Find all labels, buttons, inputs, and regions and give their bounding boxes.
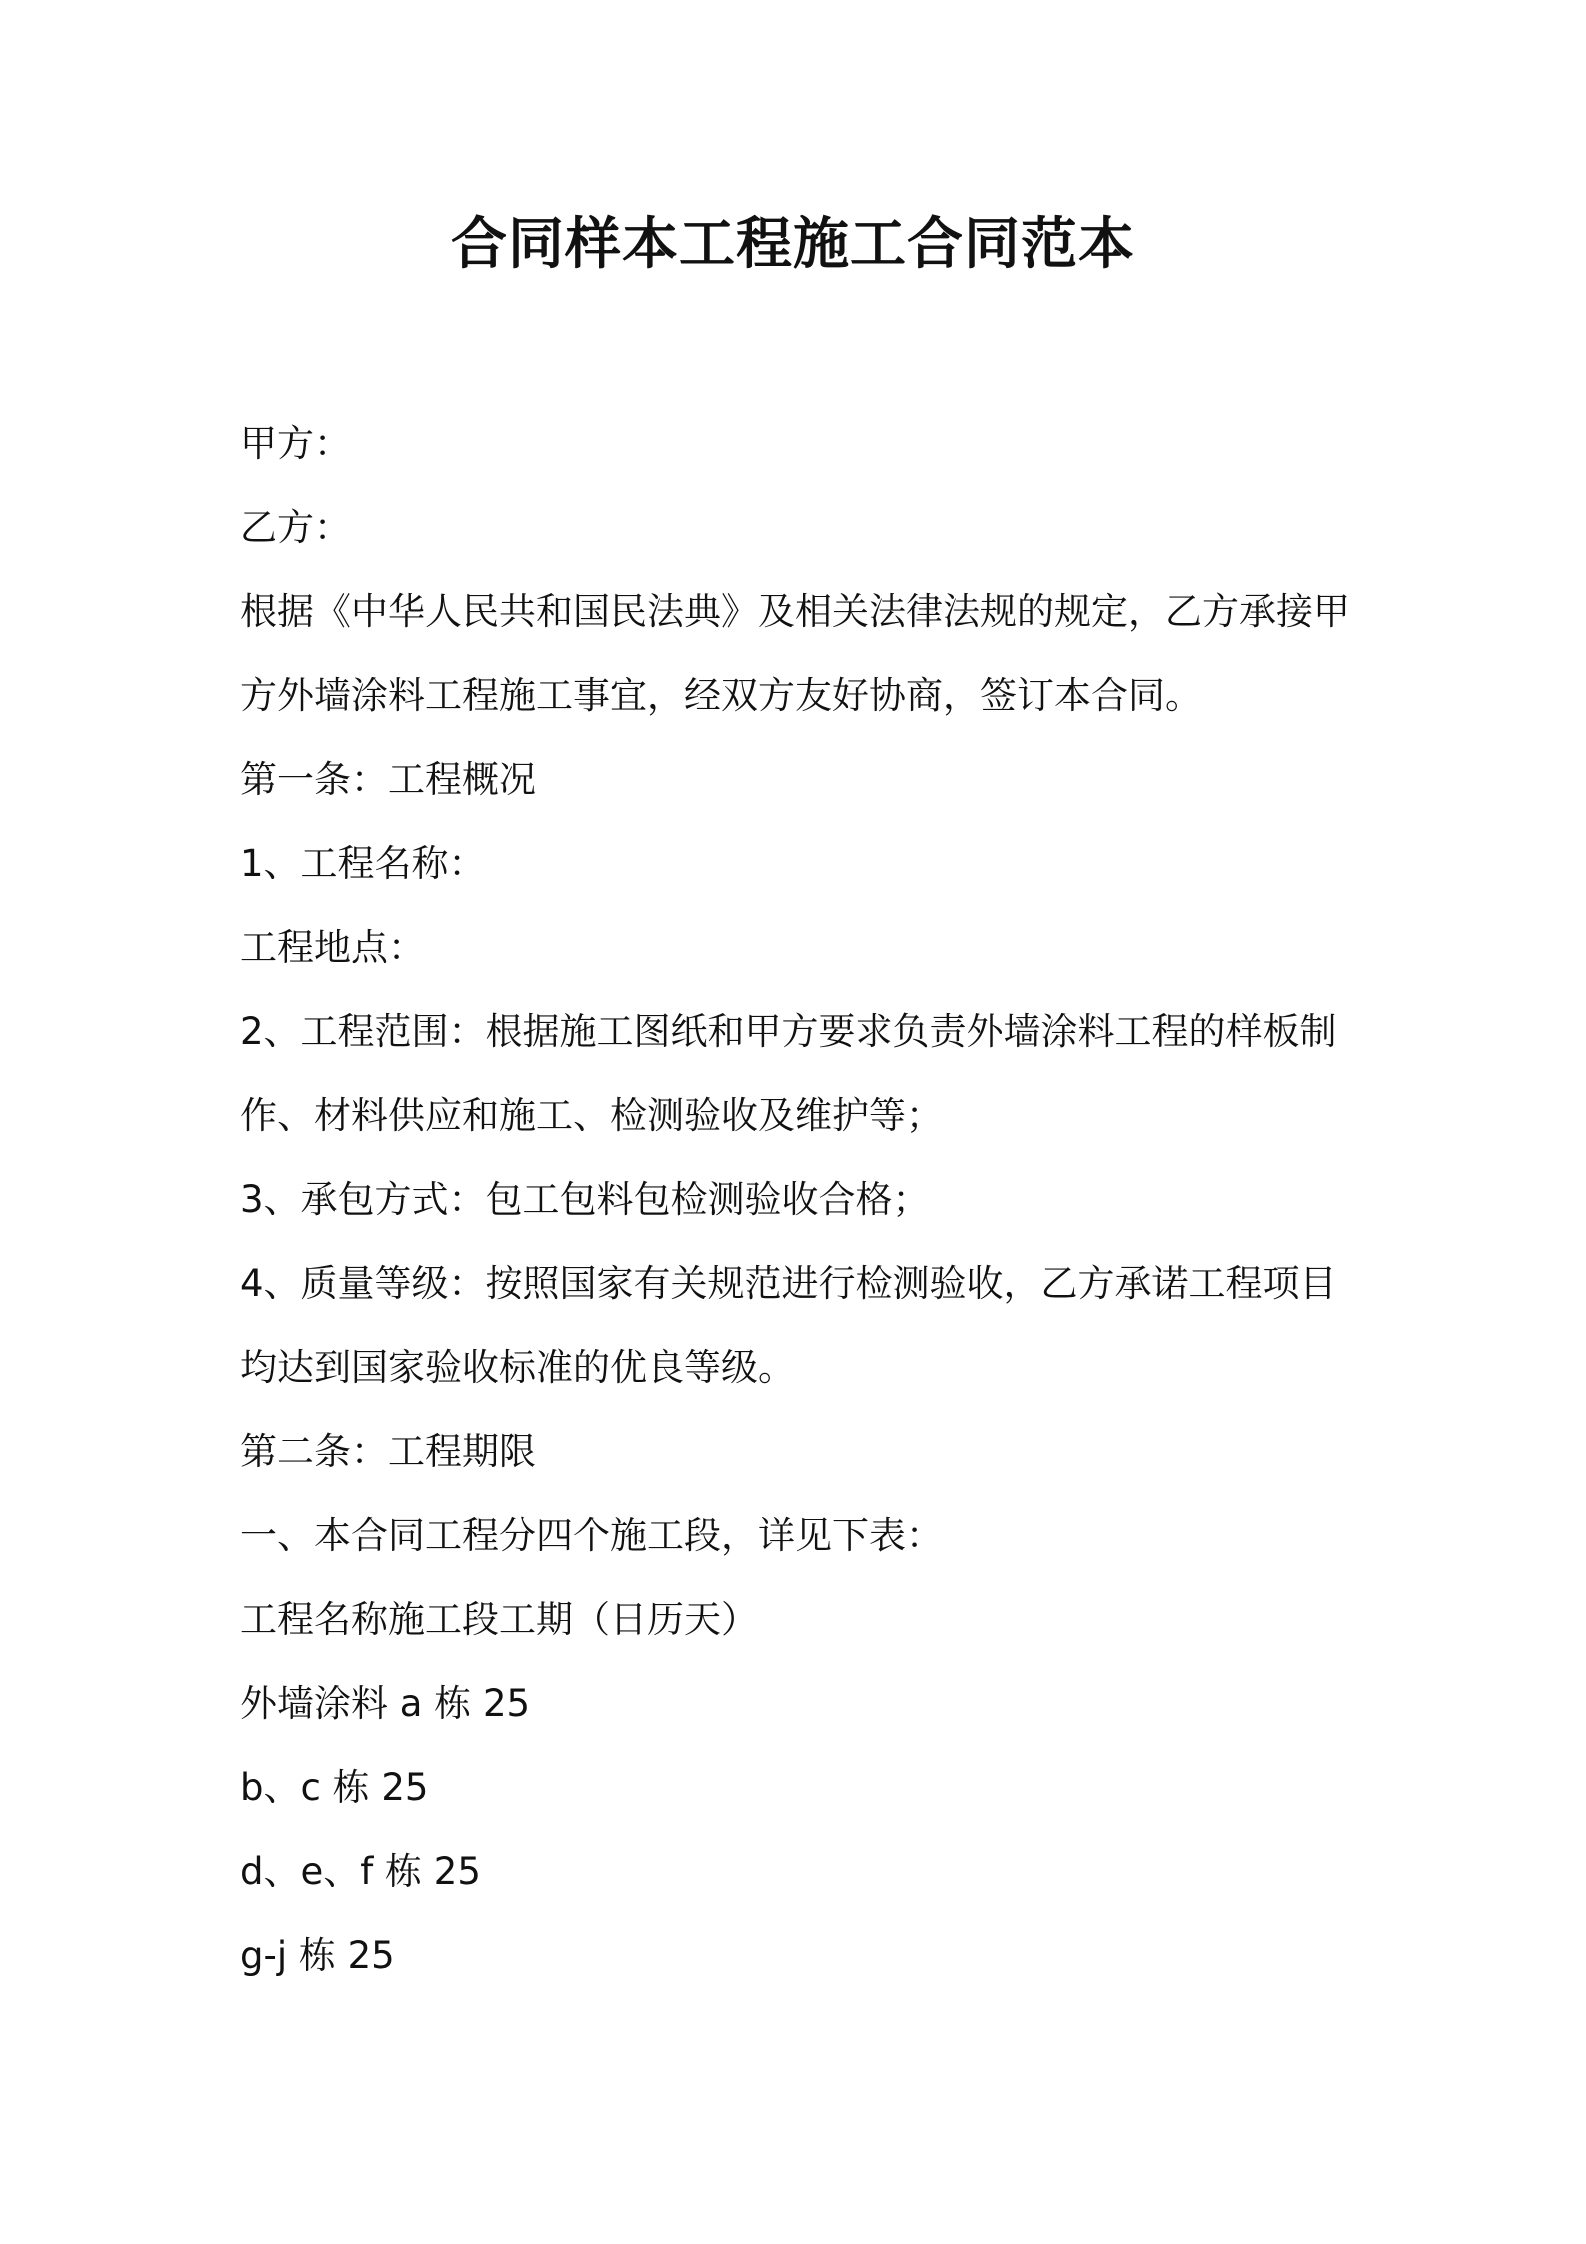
article-2-heading: 第二条：工程期限 [240, 1430, 536, 1473]
preamble-line-1: 根据《中华人民共和国民法典》及相关法律法规的规定，乙方承接甲 [240, 590, 1350, 633]
schedule-row: g-j 栋 25 [240, 1934, 395, 1977]
project-location-line: 工程地点： [240, 926, 425, 969]
project-scope-line-1: 2、工程范围：根据施工图纸和甲方要求负责外墙涂料工程的样板制 [240, 1010, 1337, 1053]
schedule-row: d、e、f 栋 25 [240, 1850, 481, 1893]
party-b-line: 乙方： [240, 506, 351, 549]
party-a-line: 甲方： [240, 422, 351, 465]
project-scope-line-2: 作、材料供应和施工、检测验收及维护等； [240, 1094, 943, 1137]
phases-intro-line: 一、本合同工程分四个施工段，详见下表： [240, 1514, 943, 1557]
schedule-row: b、c 栋 25 [240, 1766, 429, 1809]
document-title: 合同样本工程施工合同范本 [451, 212, 1135, 277]
article-1-heading: 第一条：工程概况 [240, 758, 536, 801]
contract-method-line: 3、承包方式：包工包料包检测验收合格； [240, 1178, 930, 1221]
project-name-line: 1、工程名称： [240, 842, 486, 885]
quality-grade-line-1: 4、质量等级：按照国家有关规范进行检测验收，乙方承诺工程项目 [240, 1262, 1337, 1305]
schedule-header-line: 工程名称施工段工期（日历天） [240, 1598, 758, 1641]
quality-grade-line-2: 均达到国家验收标准的优良等级。 [240, 1346, 795, 1389]
schedule-row: 外墙涂料 a 栋 25 [240, 1682, 531, 1725]
document-body [240, 402, 1360, 1998]
preamble-line-2: 方外墙涂料工程施工事宜，经双方友好协商，签订本合同。 [240, 674, 1202, 717]
